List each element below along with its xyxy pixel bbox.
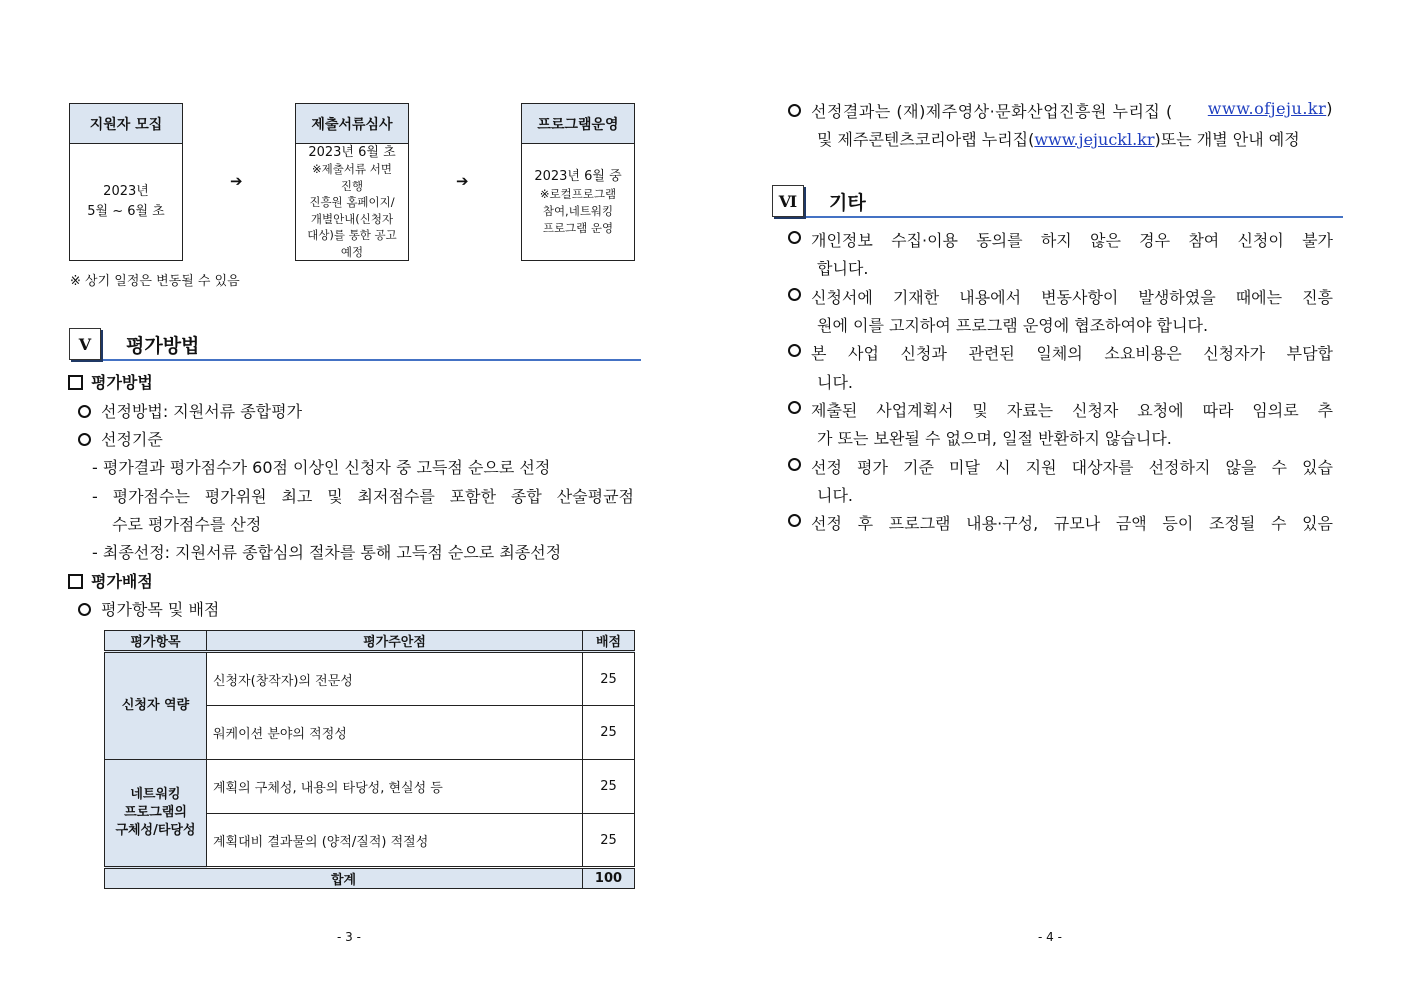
process-step-line: 2023년 6월 초 [308,144,396,160]
schedule-note: ※ 상기 일정은 변동될 수 있음 [70,274,240,289]
table-score-cell: 25 [583,652,635,706]
circle-bullet-icon [788,514,801,527]
table-total-label: 합계 [105,868,583,889]
list-item: 제출된 사업계획서 및 자료는 신청자 요청에 따라 임의로 추 [788,398,1333,421]
list-item: 선정 평가 기준 미달 시 지원 대상자를 선정하지 않을 수 있습 [788,455,1333,478]
process-step-recruit [69,103,183,261]
process-step-line: 예정 [340,244,364,259]
table-desc-cell: 신청자(창작자)의 전문성 [207,652,583,706]
section-number-badge: Ⅴ [69,328,101,360]
list-item: 평가항목 및 배점 [78,597,219,620]
list-item: 선정 후 프로그램 내용·구성, 규모나 금액 등이 조정될 수 있음 [788,511,1333,534]
table-score-cell: 25 [583,760,635,814]
list-item: 선정기준 [78,427,163,450]
page-number: - 3 - [337,930,361,944]
circle-bullet-icon [78,433,91,446]
table-category-cell: 네트워킹 프로그램의 구체성/타당성 [105,760,207,868]
list-item: 본 사업 신청과 관련된 일체의 소요비용은 신청자가 부담합 [788,341,1333,364]
list-item-cont: 합니다. [817,259,869,278]
table-total-score: 100 [583,868,635,889]
process-step-line: 2023년 6월 중 [534,169,622,184]
criteria-item-cont: 수로 평가점수를 산정 [112,515,262,534]
table-score-cell: 25 [583,814,635,868]
criteria-item: - 평가점수는 평가위원 최고 및 최저점수를 포함한 종합 산술평균점 [92,487,634,506]
list-item-cont: 니다. [817,486,853,505]
score-table [104,630,635,889]
table-header-row [105,631,635,652]
list-item-cont: 니다. [817,373,853,392]
process-step-line: 참여,네트워킹 [542,204,614,218]
result-notice-line: 선정결과는 (재)제주영상·문화산업진흥원 누리집 ( www.ofjeju.kr) [788,99,1333,122]
list-item: 개인정보 수집·이용 동의를 하지 않은 경우 참여 신청이 불가 [788,228,1333,251]
circle-bullet-icon [788,288,801,301]
jejuckl-link[interactable]: www.jejuckl.kr [1034,130,1155,149]
eval-method-heading: 평가방법 [68,370,153,393]
circle-bullet-icon [788,344,801,357]
square-bullet-icon [68,574,83,589]
circle-bullet-icon [788,104,801,117]
table-desc-cell: 워케이션 분야의 적정성 [207,706,583,760]
section-divider [103,359,641,361]
process-step-review [295,103,409,261]
table-row [105,652,635,706]
table-header-cell: 평가항목 [105,631,207,652]
table-header-cell: 평가주안점 [207,631,583,652]
table-category-cell: 신청자 역량 [105,652,207,760]
process-step-line: 진행 [340,178,364,193]
process-step-line: ※제출서류 서면 [312,162,392,177]
arrow-icon: ➔ [456,172,469,190]
arrow-icon: ➔ [230,172,243,190]
page-number: - 4 - [1038,930,1062,944]
circle-bullet-icon [78,405,91,418]
process-step-line: 대상)를 통한 공고 [307,228,397,243]
score-heading: 평가배점 [68,569,153,592]
table-row [105,760,635,814]
process-step-program [521,103,635,261]
circle-bullet-icon [78,603,91,616]
list-item: 선정방법: 지원서류 종합평가 [78,399,302,422]
table-header-cell: 배점 [583,631,635,652]
result-notice-line: 및 제주콘텐츠코리아랩 누리집(www.jejuckl.kr)또는 개별 안내 예정 [817,130,1300,149]
section-number-badge: Ⅵ [772,185,804,217]
section-title: 평가방법 [126,335,200,357]
process-step-line: 5월 ~ 6월 초 [87,204,165,219]
table-desc-cell: 계획의 구체성, 내용의 타당성, 현실성 등 [207,760,583,814]
list-item: 신청서에 기재한 내용에서 변동사항이 발생하였을 때에는 진흥 [788,285,1333,308]
process-step-line: 2023년 [103,184,149,199]
ofjeju-link[interactable]: www.ofjeju.kr [1207,99,1327,118]
process-step-title: 제출서류심사 [296,104,408,144]
process-step-line: 프로그램 운영 [542,221,614,235]
circle-bullet-icon [788,458,801,471]
process-step-title: 지원자 모집 [70,104,182,144]
criteria-item: - 평가결과 평가점수가 60점 이상인 신청자 중 고득점 순으로 선정 [92,458,551,477]
square-bullet-icon [68,375,83,390]
circle-bullet-icon [788,231,801,244]
section-title: 기타 [829,192,866,214]
list-item-cont: 원에 이를 고지하여 프로그램 운영에 협조하여야 합니다. [817,316,1209,335]
list-item-cont: 가 또는 보완될 수 없으며, 일절 반환하지 않습니다. [817,429,1172,448]
criteria-item: - 최종선정: 지원서류 종합심의 절차를 통해 고득점 순으로 최종선정 [92,543,562,562]
process-step-line: ※로컬프로그램 [539,187,617,201]
table-desc-cell: 계획대비 결과물의 (양적/질적) 적절성 [207,814,583,868]
section-divider [806,216,1343,218]
process-step-line: 개별안내(신청자 [310,211,394,226]
process-step-title: 프로그램운영 [522,104,634,144]
table-total-row [105,868,635,889]
process-step-line: 진흥원 홈페이지/ [309,195,395,210]
circle-bullet-icon [788,401,801,414]
table-score-cell: 25 [583,706,635,760]
